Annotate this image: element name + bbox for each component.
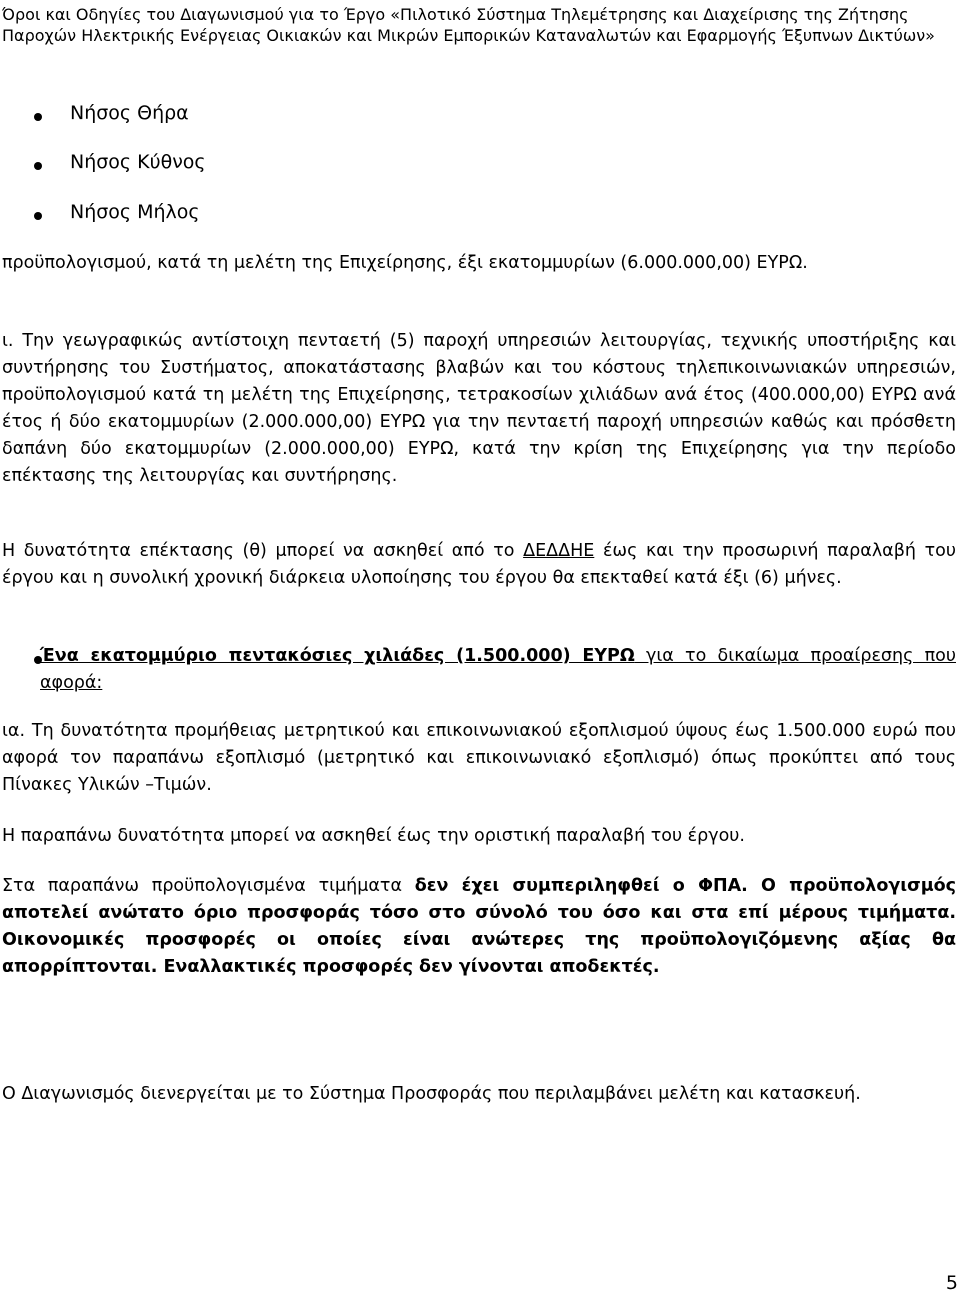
bullet-dot — [34, 113, 42, 121]
budget-paragraph: προϋπολογισμού, κατά τη μελέτη της Επιχείρησης, έξι εκατομμυρίων (6.000.000,00) ΕΥΡΩ. — [2, 253, 808, 273]
organization-name: ΔΕΔΔΗΕ — [523, 541, 595, 561]
page-number: 5 — [945, 1272, 958, 1294]
island-list-item: Νήσος Μήλος — [70, 201, 200, 223]
island-list-item: Νήσος Κύθνος — [70, 151, 206, 173]
option-description: για το δικαίωμα προαίρεσης που αφορά: — [40, 646, 956, 693]
equipment-paragraph: ια. Τη δυνατότητα προμήθειας μετρητικού και επικοινωνιακού εξοπλισμού ύψους έως 1.500.000 ευρώ που αφορά τον παραπάνω εξοπλισμό (μετρητικό και επικοινωνιακό εξοπλισμό) όπως προκύπτει από τους Πίνακες Υλικών –Τιμών. — [2, 721, 956, 795]
option-bullet-paragraph — [40, 643, 956, 697]
extension-text-before: Η δυνατότητα επέκτασης (θ) μπορεί να ασκηθεί από το — [2, 541, 524, 561]
extension-paragraph — [2, 538, 956, 592]
vat-text-bold: δεν έχει συμπεριληφθεί ο ΦΠΑ. Ο προϋπολογισμός αποτελεί ανώτατο όριο προσφοράς τόσο στο σύνολό του όσο και στα επί μέρους τιμήματα. Οικονομικές προσφορές οι οποίες είναι ανώτερες της προϋπολογιζόμενης αξίας θα απορρίπτονται. Εναλλακτικές προσφορές δεν γίνονται αποδεκτές. — [2, 876, 956, 977]
vat-paragraph — [2, 873, 956, 981]
system-paragraph: Ο Διαγωνισμός διενεργείται με το Σύστημα Προσφοράς που περιλαμβάνει μελέτη και κατασκευή. — [2, 1084, 861, 1104]
island-list-item: Νήσος Θήρα — [70, 102, 189, 124]
service-paragraph: ι. Την γεωγραφικώς αντίστοιχη πενταετή (5) παροχή υπηρεσιών λειτουργίας, τεχνικής υποστήριξης και συντήρησης του Συστήματος, αποκατάστασης βλαβών και του κόστους τηλεπικοινωνιακών υπηρεσιών, προϋπολογισμού κατά τη μελέτη της Επιχείρησης, τετρακοσίων χιλιάδων ανά έτος (400.000,00) ΕΥΡΩ ανά έτος ή δύο εκατομμυρίων (2.000.000,00) ΕΥΡΩ για την πενταετή παροχή υπηρεσιών καθώς και πρόσθετη δαπάνη δύο εκατομμυρίων (2.000.000,00) ΕΥΡΩ, κατά την κρίση της Επιχείρησης για την περίοδο επέκτασης της λειτουργίας και συντήρησης. — [2, 331, 956, 486]
vat-text-normal: Στα παραπάνω προϋπολογισμένα τιμήματα — [2, 876, 415, 896]
option-amount: Ένα εκατομμύριο πεντακόσιες χιλιάδες (1.500.000) ΕΥΡΩ — [40, 646, 635, 666]
bullet-dot — [34, 212, 42, 220]
extension-text-after: έως και την προσωρινή παραλαβή του έργου και η συνολική χρονική διάρκεια υλοποίησης του έργου θα επεκταθεί κατά έξι (6) μήνες. — [2, 541, 956, 588]
document-header: Όροι και Οδηγίες του Διαγωνισμού για το Έργο «Πιλοτικό Σύστημα Τηλεμέτρησης και Διαχείρισης της Ζήτησης Παροχών Ηλεκτρικής Ενέργειας Οικιακών και Μικρών Εμπορικών Καταναλωτών και Εφαρμογής Έξυπνων Δικτύων» — [2, 5, 935, 45]
exercise-paragraph: Η παραπάνω δυνατότητα μπορεί να ασκηθεί έως την οριστική παραλαβή του έργου. — [2, 826, 745, 846]
bullet-dot — [34, 162, 42, 170]
